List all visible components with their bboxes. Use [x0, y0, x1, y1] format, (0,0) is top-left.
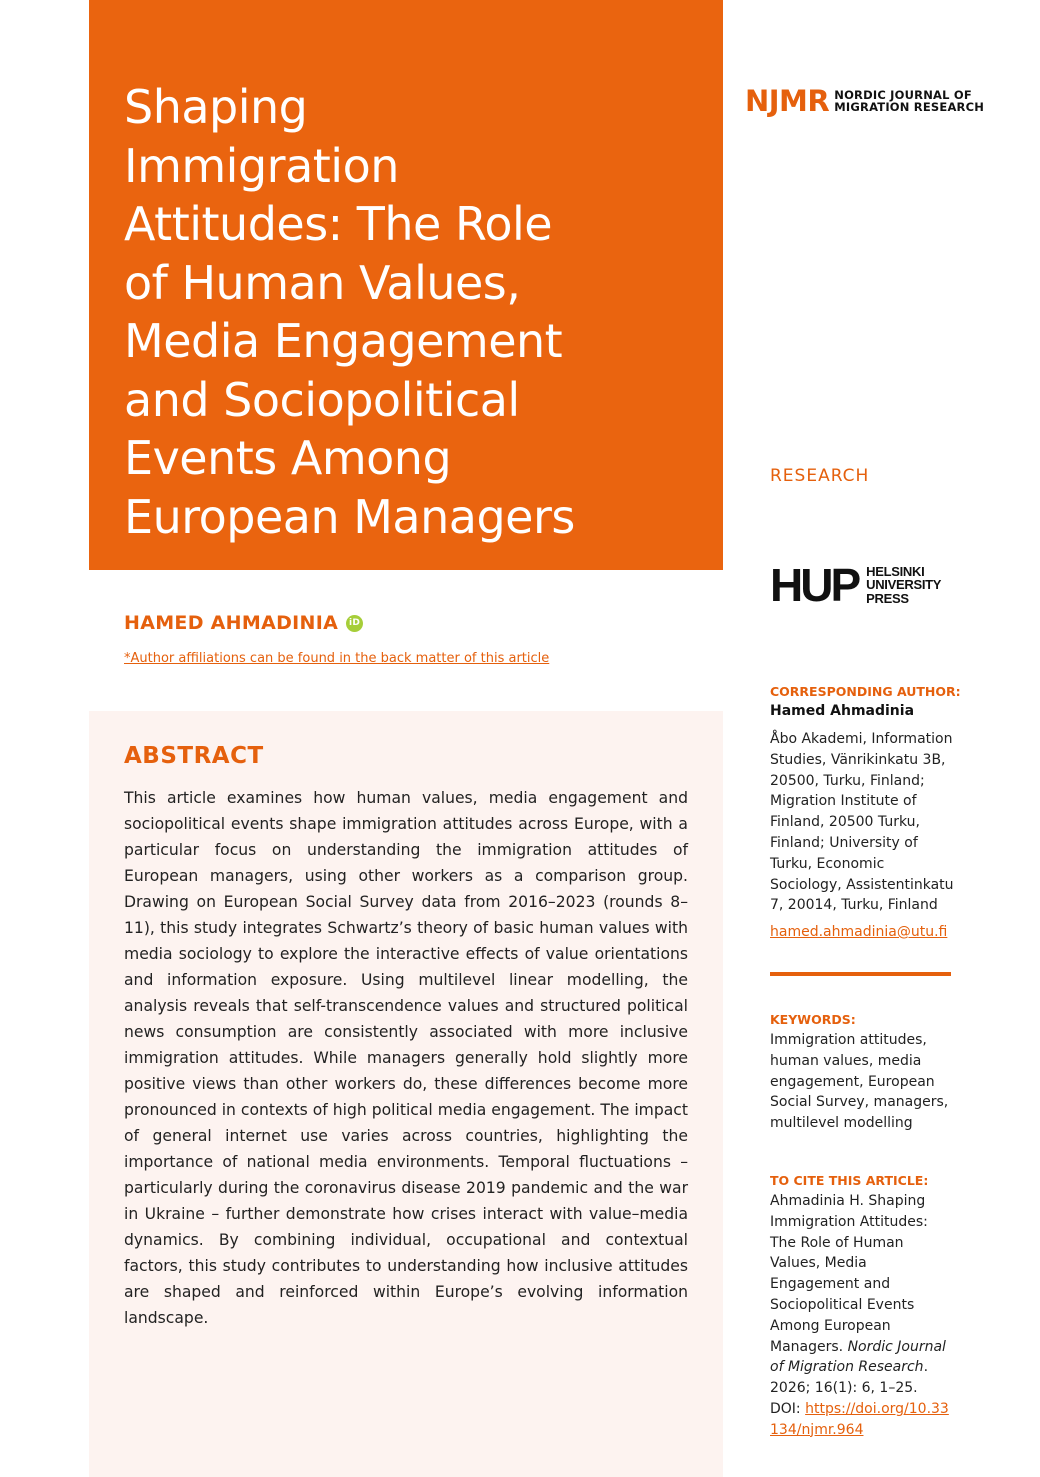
corresponding-author-address: Åbo Akademi, Information Studies, Vänrikinkatu 3B, 20500, Turku, Finland; Migration Institute of Finland, 20500 Turku, Finland; University of Turku, Economic Sociology, Assistentinkatu 7, 20014, Turku, Finland	[770, 731, 954, 914]
journal-logo-name	[834, 89, 984, 113]
citation-journal: Nordic Journal of Migration Research	[770, 1338, 946, 1376]
citation-details: . 2026; 16(1): 6, 1–25. DOI:	[770, 1359, 929, 1417]
publisher-name-line: PRESS	[866, 590, 909, 606]
title-line: of Human Values,	[124, 255, 521, 310]
title-line: and Sociopolitical	[124, 372, 520, 427]
journal-name-line: NORDIC JOURNAL OF	[834, 88, 972, 102]
title-banner	[89, 0, 723, 570]
corresponding-author-heading: CORRESPONDING AUTHOR:	[770, 684, 961, 699]
citation-body: Ahmadinia H. Shaping Immigration Attitudes: The Role of Human Values, Media Engagement and Sociopolitical Events Among European Managers.	[770, 1193, 928, 1355]
title-line: European Managers	[124, 489, 575, 544]
citation-text	[770, 1191, 952, 1441]
title-line: Media Engagement	[124, 314, 563, 368]
journal-name-line: MIGRATION RESEARCH	[834, 100, 985, 114]
author-line	[124, 612, 363, 634]
abstract-section	[89, 711, 723, 1477]
corresponding-author-name: Hamed Ahmadinia	[770, 703, 915, 719]
publisher-logo	[770, 559, 942, 611]
publisher-logo-mark: HUP	[770, 559, 859, 611]
journal-logo	[745, 86, 984, 116]
citation-doi-link[interactable]: https://doi.org/10.33134/njmr.964	[770, 1400, 949, 1438]
orcid-icon[interactable]: iD	[346, 615, 363, 632]
corresponding-author-email[interactable]: hamed.ahmadinia@utu.fi	[770, 924, 948, 940]
citation-heading: TO CITE THIS ARTICLE:	[770, 1173, 929, 1188]
abstract-heading: ABSTRACT	[124, 743, 264, 769]
abstract-text: This article examines how human values, media engagement and sociopolitical events shape immigration attitudes across Europe, with a particular focus on understanding the immigration attitudes of European managers, using other workers as a comparison group. Drawing on European Social Survey data from 2016–2023 (rounds 8–11), this study integrates Schwartz’s theory of basic human values with media sociology to explore the interactive effects of value orientations and information exposure. Using multilevel linear modelling, the analysis reveals that self-transcendence values and structured political news consumption are consistently associated with more inclusive immigration attitudes. While managers generally hold slightly more positive views than other workers do, these differences become more pronounced in contexts of high political media engagement. The impact of general internet use varies across countries, highlighting the importance of national media environments. Temporal fluctuations – particularly during the coronavirus disease 2019 pandemic and the war in Ukraine – further demonstrate how crises interact with value–media dynamics. By combining individual, occupational and contextual factors, this study contributes to understanding how inclusive attitudes are shaped and reinforced within Europe’s evolving information landscape.	[124, 789, 688, 1327]
title-line: Immigration	[124, 138, 399, 193]
publisher-name-line: UNIVERSITY	[866, 577, 942, 593]
title-line: Shaping	[124, 80, 308, 134]
keywords-text: Immigration attitudes, human values, media engagement, European Social Survey, managers, multilevel modelling	[770, 1032, 949, 1132]
journal-logo-mark: NJMR	[745, 84, 830, 118]
article-type-label: RESEARCH	[770, 466, 870, 486]
keywords-heading: KEYWORDS:	[770, 1012, 856, 1027]
author-name: HAMED AHMADINIA	[124, 612, 339, 634]
sidebar-divider	[770, 972, 951, 976]
author-affiliations-link[interactable]: *Author affiliations can be found in the back matter of this article	[124, 651, 550, 666]
publisher-name-line: HELSINKI	[866, 563, 925, 579]
article-title	[124, 78, 584, 546]
title-line: Attitudes: The Role	[124, 197, 553, 251]
publisher-logo-name	[866, 565, 941, 606]
title-line: Events Among	[124, 431, 452, 485]
